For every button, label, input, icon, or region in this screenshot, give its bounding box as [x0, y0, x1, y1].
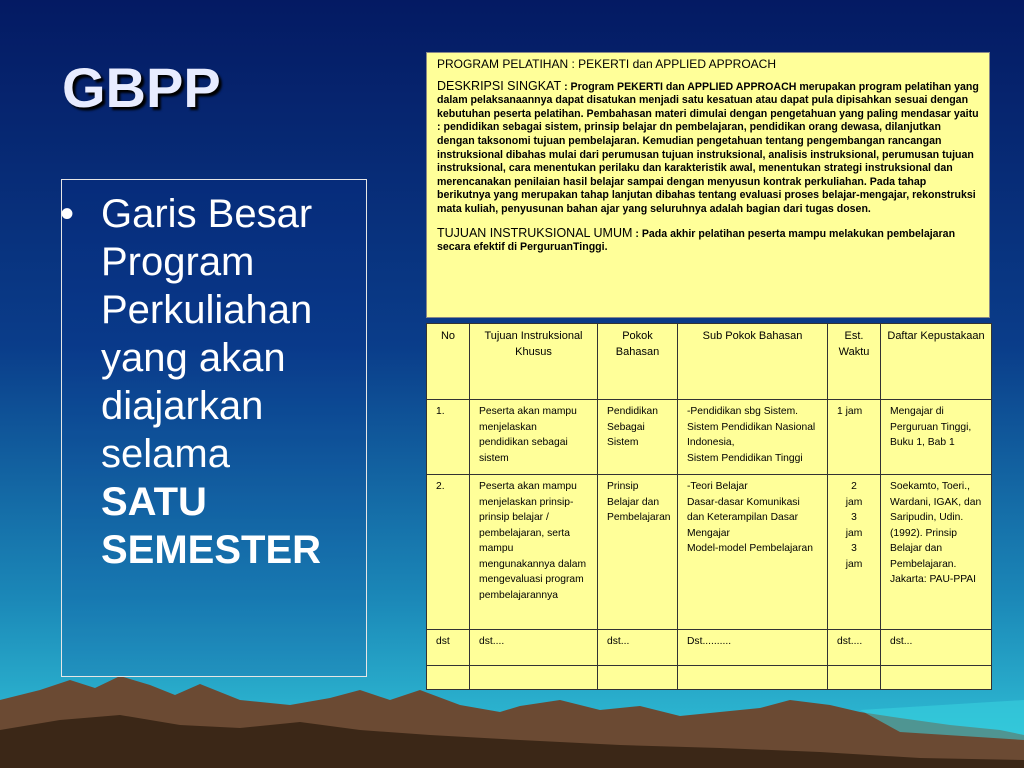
- header-sub-pokok: Sub Pokok Bahasan: [678, 324, 828, 400]
- program-label: PROGRAM PELATIHAN : PEKERTI dan APPLIED APPROACH: [437, 57, 776, 71]
- header-waktu: Est. Waktu: [828, 324, 881, 400]
- cell: 2.: [427, 475, 470, 630]
- gbpp-table: [426, 323, 992, 690]
- cell: -Teori Belajar Dasar-dasar Komunikasi dan Keterampilan Dasar Mengajar Model-model Pembelajaran: [678, 475, 828, 630]
- header-pustaka: Daftar Kepustakaan: [881, 324, 992, 400]
- cell: dst....: [470, 630, 598, 666]
- bullet-line: yang akan: [101, 336, 286, 380]
- cell: [881, 666, 992, 690]
- deskripsi-text: : Program PEKERTI dan APPLIED APPROACH merupakan program pelatihan yang dalam pelaksanaannya dapat disatukan menjadi satu kesatuan atau dapat pula dipisahkan sesuai dengan kebutuhan peserta pelatihan. Pembahasan materi dimulai dengan pengetahuan yang paling mendasar yaitu : pendidikan sebagai sistem, prinsip belajar dn pembelajaran, pendidikan orang dewasa, dilanjutkan dengan taksonomi tujuan pembelajaran. Kemudian pengetahuan tentang pengembangan rancangan instruksional dibahas mulai dari perumusan tujuan instruksional, analisis instruksional, perumusan tujuan instruksional, cara menentukan perilaku dan karakteristik awal, menentukan strategi instruksional dan merencanakan penilaian hasil belajar sampai dengan menyusun kontrak perkuliahan. Pada tahap berikutnya yang merupakan tahap lanjutan dibahas tentang evaluasi proses belajar-mengajar, rekonstruksi mata kuliah, penyusunan bahan ajar yang seluruhnya adalah bagian dari tugas dosen.: [437, 80, 979, 215]
- cell: Soekamto, Toeri., Wardani, IGAK, dan Saripudin, Udin. (1992). Prinsip Belajar dan Pembelajaran. Jakarta: PAU-PPAI: [881, 475, 992, 630]
- table-header-row: [427, 324, 992, 400]
- cell: [470, 666, 598, 690]
- cell: [598, 666, 678, 690]
- bullet-line: Garis Besar: [101, 192, 313, 236]
- bullet-text: [60, 190, 360, 574]
- table-row: [427, 475, 992, 630]
- cell: [828, 666, 881, 690]
- header-tujuan: Tujuan Instruksional Khusus: [470, 324, 598, 400]
- table-row: [427, 630, 992, 666]
- cell: dst...: [881, 630, 992, 666]
- bullet-icon: •: [60, 192, 75, 236]
- slide-title: GBPP: [62, 56, 221, 119]
- cell: 1.: [427, 400, 470, 475]
- cell: Peserta akan mampu menjelaskan pendidikan sebagai sistem: [470, 400, 598, 475]
- cell: Mengajar di Perguruan Tinggi, Buku 1, Bab 1: [881, 400, 992, 475]
- deskripsi-paragraph: [437, 80, 979, 217]
- cell: dst....: [828, 630, 881, 666]
- table-row: [427, 666, 992, 690]
- table-row: [427, 400, 992, 475]
- cell: Dst..........: [678, 630, 828, 666]
- cell: dst...: [598, 630, 678, 666]
- header-pokok: Pokok Bahasan: [598, 324, 678, 400]
- bullet-line: selama: [101, 432, 230, 476]
- tujuan-label: TUJUAN INSTRUKSIONAL UMUM: [437, 225, 633, 240]
- bullet-line: Program: [101, 240, 255, 284]
- header-no: No: [427, 324, 470, 400]
- cell: Prinsip Belajar dan Pembelajaran: [598, 475, 678, 630]
- cell: -Pendidikan sbg Sistem. Sistem Pendidikan Nasional Indonesia, Sistem Pendidikan Tinggi: [678, 400, 828, 475]
- cell: 2 jam 3 jam 3 jam: [828, 475, 881, 630]
- bullet-line-bold: SEMESTER: [101, 528, 322, 572]
- bullet-line-bold: SATU: [101, 480, 207, 524]
- cell: [427, 666, 470, 690]
- cell: Pendidikan Sebagai Sistem: [598, 400, 678, 475]
- bullet-line: diajarkan: [101, 384, 264, 428]
- cell: Peserta akan mampu menjelaskan prinsip-prinsip belajar / pembelajaran, serta mampu mengunakannya dalam mengevaluasi program pembelajarannya: [470, 475, 598, 630]
- description-panel: [426, 52, 990, 318]
- cell: 1 jam: [828, 400, 881, 475]
- cell: dst: [427, 630, 470, 666]
- cell: [678, 666, 828, 690]
- tujuan-paragraph: [437, 227, 979, 255]
- bullet-line: Perkuliahan: [101, 288, 313, 332]
- tujuan-text: : Pada akhir pelatihan peserta mampu melakukan pembelajaran secara efektif di PerguruanTinggi.: [437, 227, 956, 254]
- deskripsi-label: DESKRIPSI SINGKAT: [437, 78, 562, 93]
